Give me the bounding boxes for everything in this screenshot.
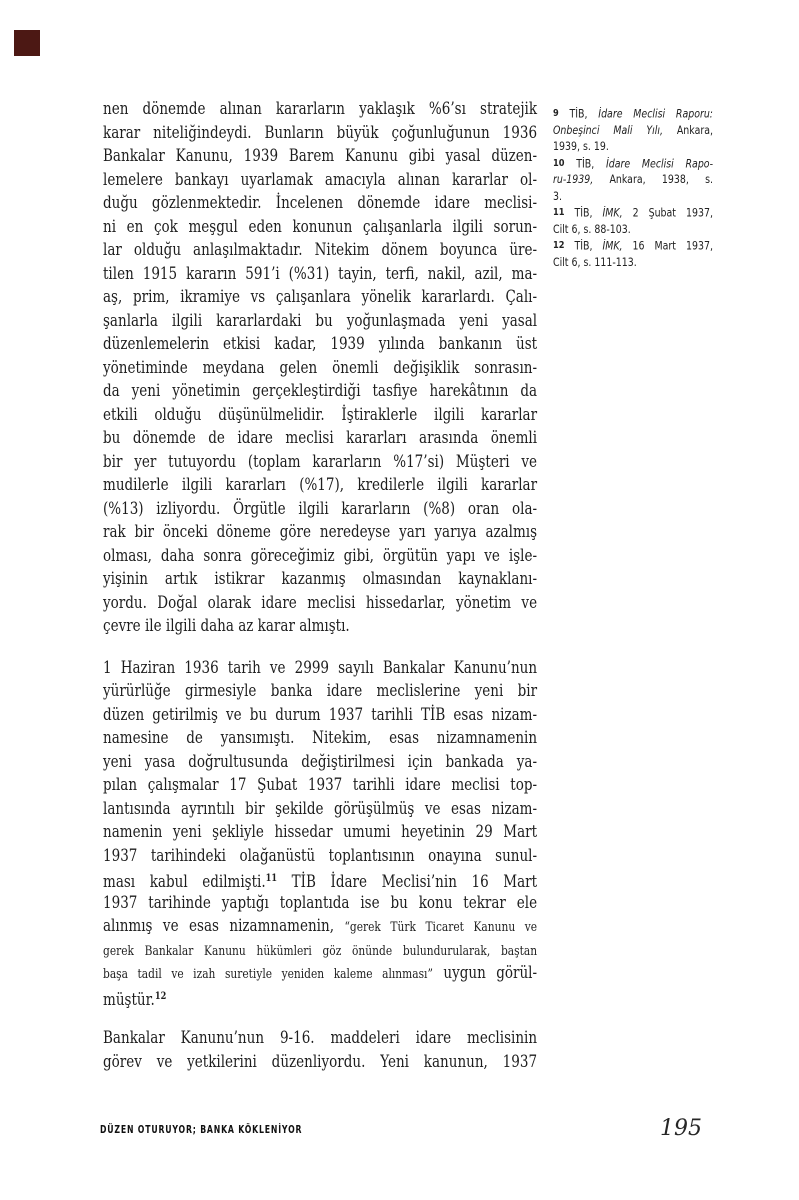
text-line: 1 Haziran 1936 tarih ve 2999 sayılı Bankalar Kanunu’nun [103,657,538,677]
text-line: 11 TİB, İMK, 2 Şubat 1937, [553,206,713,220]
text-line: alınmış ve esas nizamnamenin, “gerek Türk Ticaret Kanunu ve [103,916,538,935]
text-line: olması, daha sonra göreceğimiz gibi, örgütün yapı ve işle- [103,545,538,565]
footnote [553,106,713,156]
chapter-marker-square [14,30,40,56]
main-text [103,97,537,1091]
text-line: namenin yeni şekliyle hissedar umumi heyetinin 29 Mart [103,822,538,841]
text-line: 1939, s. 19. [553,140,609,153]
text-line: düzen getirilmiş ve bu durum 1937 tarihli TİB esas nizam- [103,704,538,724]
text-line: müştür.$^{12}$ [103,989,167,1009]
footnote [553,156,713,206]
text-line: ru-1939, Ankara, 1938, s. [553,173,713,186]
footnotes-column [553,106,713,271]
text-line: 10 TİB, İdare Meclisi Rapo- [553,157,713,170]
text-line: 1937 tarihinde yaptığı toplantıda ise bu konu tekrar ele [103,892,538,912]
text-line: şanlarla ilgili kararlardaki bu yoğunlaşmada yeni yasal [103,310,538,330]
text-line: yordu. Doğal olarak idare meclisi hissedarlar, yönetim ve [103,592,538,612]
text-line: lar olduğu anlaşılmaktadır. Nitekim dönem boyunca üre- [103,240,538,259]
text-line: başa tadil ve izah suretiyle yeniden kaleme alınması” uygun görül- [103,963,538,982]
text-line: bu dönemde de idare meclisi kararları arasında önemli [103,428,538,447]
text-line: yönetiminde meydana gelen önemli değişiklik sonrasın- [103,357,538,377]
text-line: (%13) izliyordu. Örgütle ilgili kararların (%8) oran ola- [103,498,538,518]
text-line: Onbeşinci Mali Yılı, Ankara, [553,123,713,137]
text-line: lemelere bankayı uyarlamak amacıyla alınan kararlar ol- [103,169,538,189]
text-line: bir yer tutuyordu (toplam kararların %17’si) Müşteri ve [103,451,538,471]
text-line: 9 TİB, İdare Meclisi Raporu: [553,107,713,121]
text-line: yürürlüğe girmesiyle banka idare meclislerine yeni bir [103,681,538,700]
text-line: lantısında ayrıntılı bir şekilde görüşülmüş ve esas nizam- [103,798,538,818]
text-line: Bankalar Kanunu’nun 9-16. maddeleri idare meclisinin [103,1028,538,1047]
text-line: duğu gözlenmektedir. İncelenen dönemde idare meclisi- [103,193,538,212]
text-line: ması kabul edilmişti.$^{11}$ TİB İdare Meclisi’nin 16 Mart [103,872,538,891]
text-line: 12 TİB, İMK, 16 Mart 1937, [553,239,713,253]
footnote [553,238,713,271]
paragraph [103,656,537,1009]
text-line: namesine de yansımıştı. Nitekim, esas nizamnamenin [103,728,538,747]
text-line: tilen 1915 kararın 591’i (%31) tayin, terfi, nakil, azil, ma- [103,263,538,283]
paragraph [103,97,537,638]
text-line: 3. [553,189,562,203]
text-line: Cilt 6, s. 88-103. [553,222,631,236]
text-line: gerek Bankalar Kanunu hükümleri göz önünde bulundurularak, baştan [103,943,538,959]
text-line: da yeni yönetimin gerçekleştirdiği tasfiye harekâtının da [103,381,538,400]
text-line: ni en çok meşgul eden konunun çalışanlarla ilgili sorun- [103,216,538,236]
text-line: Cilt 6, s. 111-113. [553,255,637,269]
page-number: 195 [660,1116,702,1141]
text-line: yeni yasa doğrultusunda değiştirilmesi için bankada ya- [103,751,538,771]
running-title: DÜZEN OTURUYOR; BANKA KÖKLENİYOR [100,1124,303,1136]
text-line: karar niteliğindeydi. Bunların büyük çoğunluğunun 1936 [103,122,538,142]
footnote [553,205,713,238]
text-line: görev ve yetkilerini düzenliyordu. Yeni kanunun, 1937 [103,1051,538,1071]
paragraph [103,1026,537,1073]
text-line: yişinin artık istikrar kazanmış olmasından kaynaklanı- [103,569,538,588]
text-line: aş, prim, ikramiye vs çalışanlara yönelik kararlardı. Çalı- [103,287,538,306]
text-line: düzenlemelerin etkisi kadar, 1939 yılında bankanın üst [103,334,538,353]
text-line: 1937 tarihindeki olağanüstü toplantısının onayına sunul- [103,845,538,865]
text-line: rak bir önceki döneme göre neredeyse yarı yarıya azalmış [103,522,538,541]
text-line: Bankalar Kanunu, 1939 Barem Kanunu gibi yasal düzen- [103,146,538,165]
text-line: mudilerle ilgili kararları (%17), kredilerle ilgili kararlar [103,475,538,494]
text-line: nen dönemde alınan kararların yaklaşık %6’sı stratejik [103,99,538,118]
text-line: pılan çalışmalar 17 Şubat 1937 tarihli idare meclisi top- [103,775,538,794]
text-line: çevre ile ilgili daha az karar almıştı. [103,616,350,635]
text-line: etkili olduğu düşünülmelidir. İştiraklerle ilgili kararlar [103,404,538,424]
